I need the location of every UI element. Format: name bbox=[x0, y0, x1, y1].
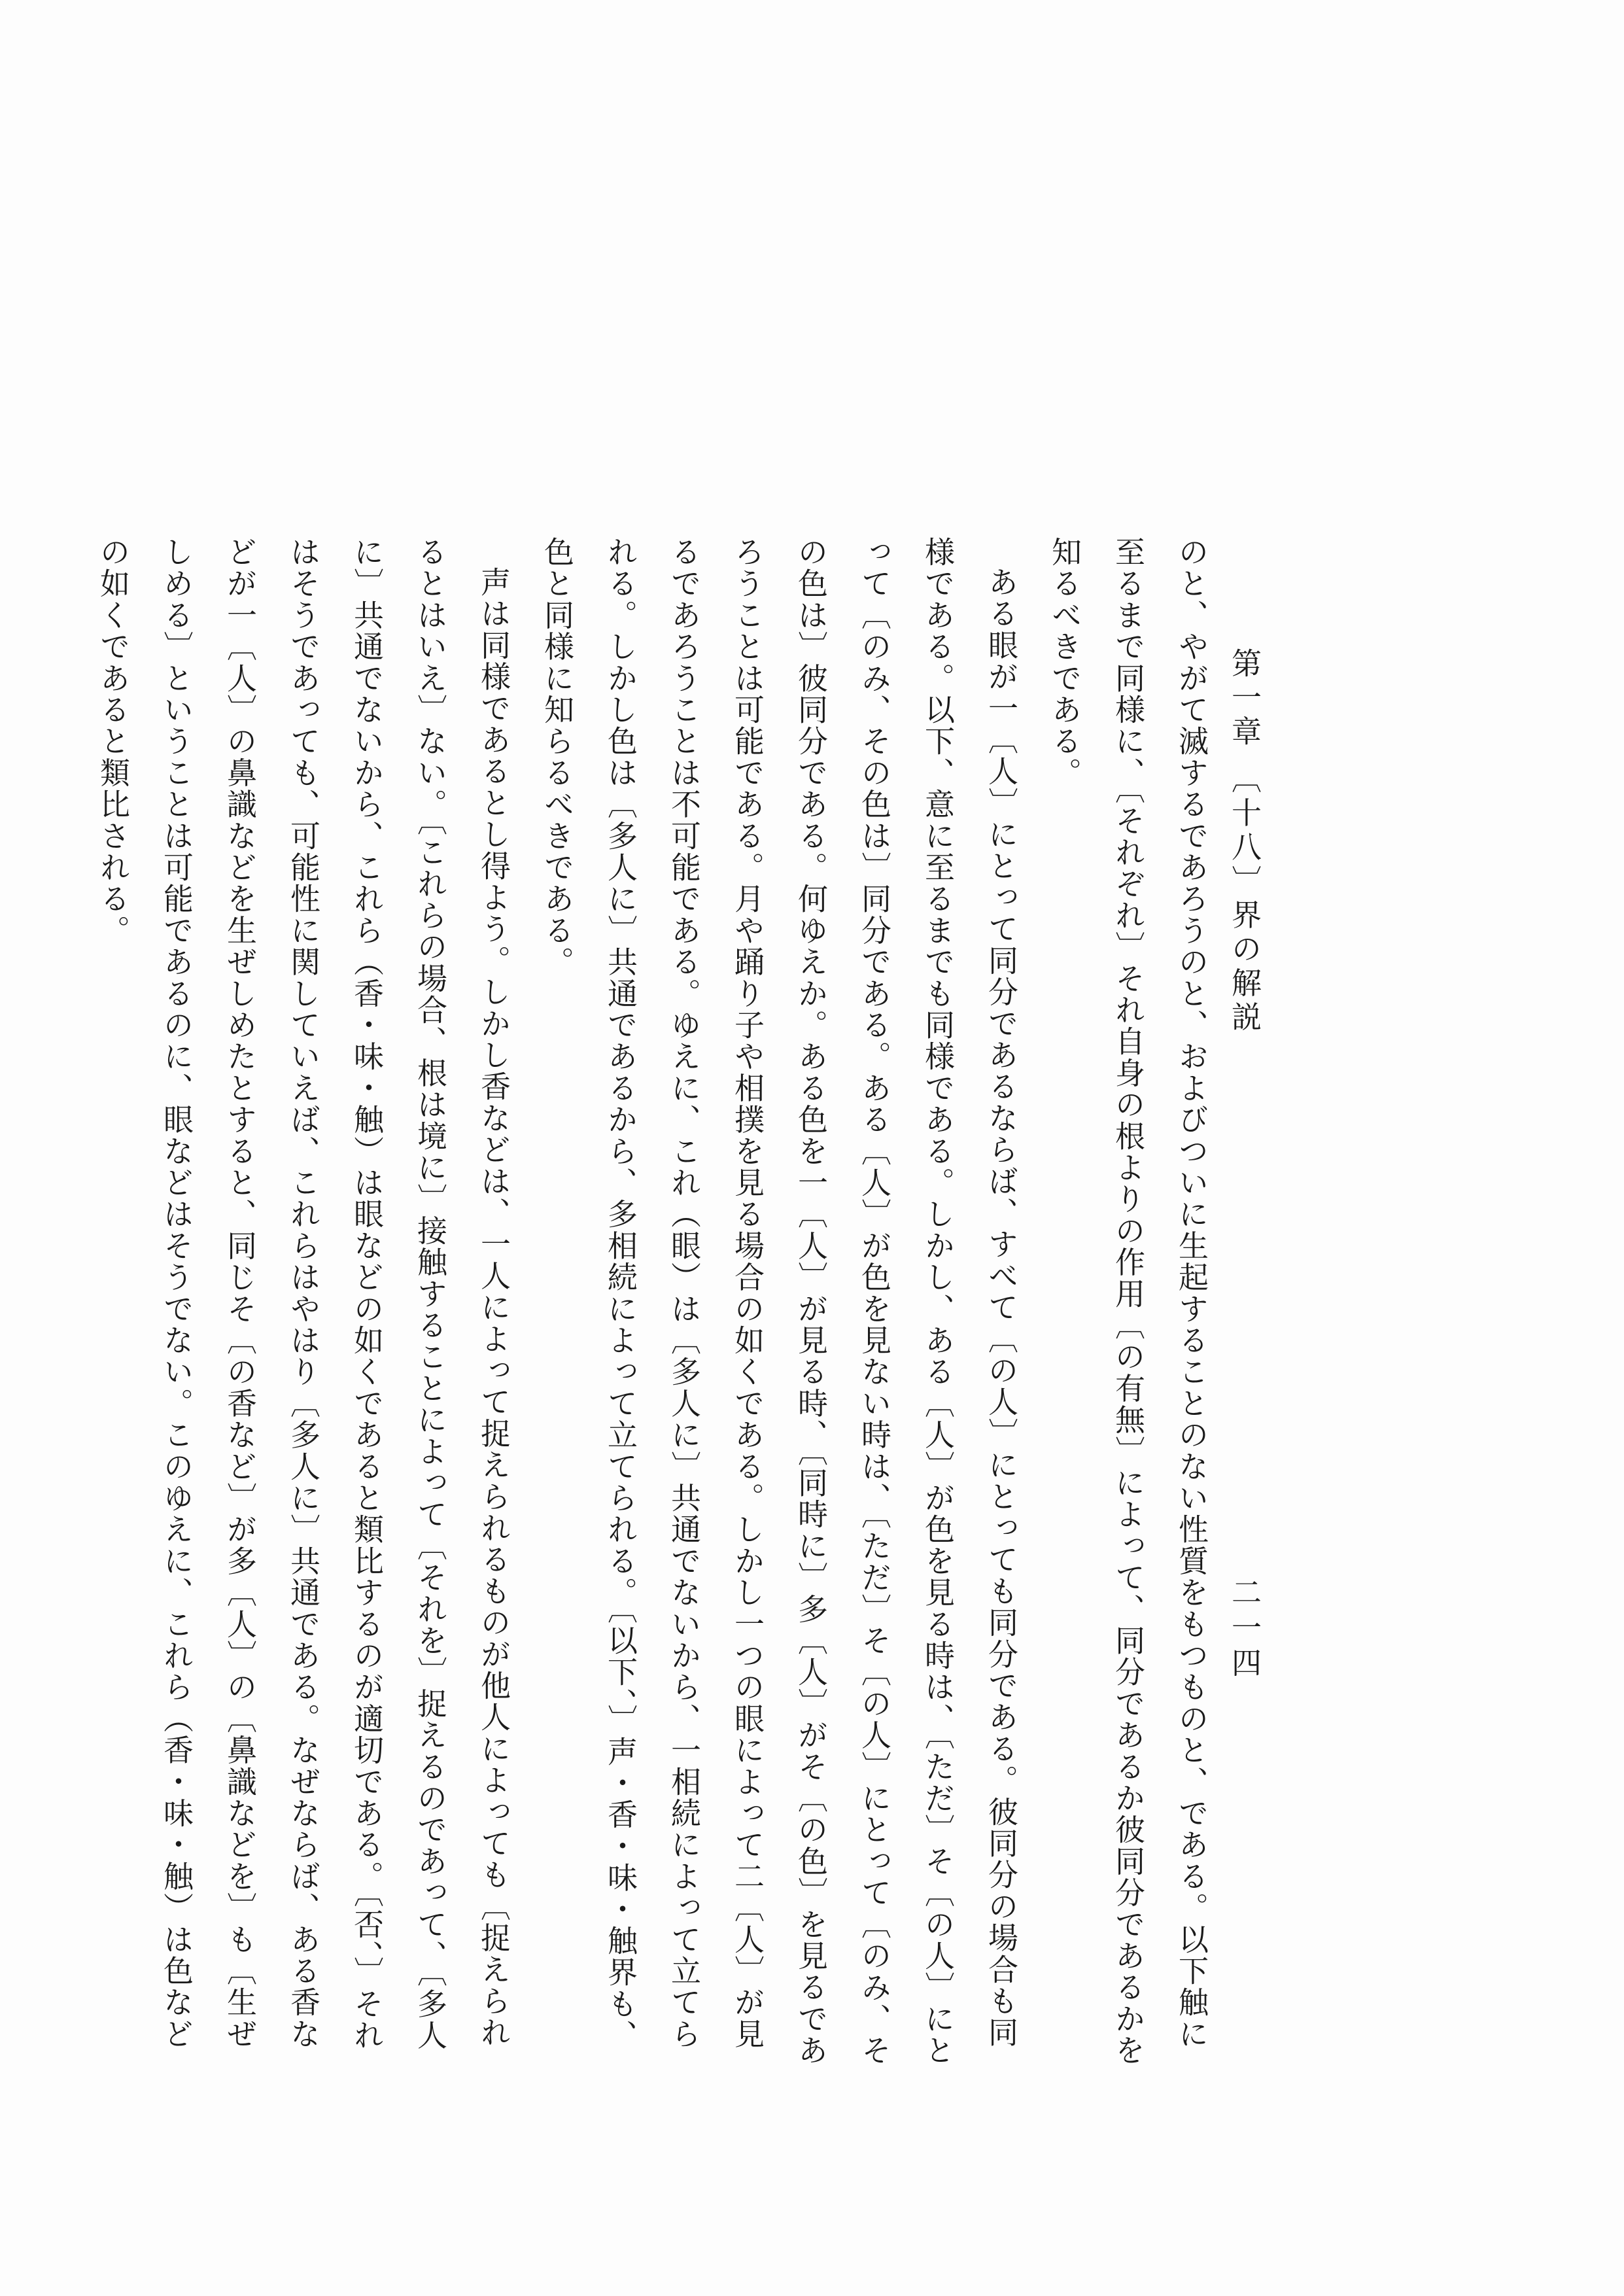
running-header-title: 第一章 〔十八〕界の解説 bbox=[1227, 648, 1262, 1035]
paragraph: ある眼が一〔人〕にとって同分であるならば、すべて〔の人〕にとっても同分である。彼同分の場合も同様である。以下、意に至るまでも同様である。しかし、ある〔人〕が色を見る時は、〔ただ〕そ〔の人〕にとって〔のみ、その色は〕同分である。ある〔人〕が色を見ない時は、〔ただ〕そ〔の人〕にとって〔のみ、その色は〕彼同分である。何ゆえか。ある色を一〔人〕が見る時、〔同時に〕多〔人〕がそ〔の色〕を見るであろうことは可能である。月や踊り子や相撲を見る場合の如くである。しかし一つの眼によって二〔人〕が見るであろうことは不可能である。ゆえに、これ（眼）は〔多人に〕共通でないから、一相続によって立てられる。しかし色は〔多人に〕共通であるから、多相続によって立てられる。〔以下、〕声・香・味・触界も、色と同様に知らるべきである。 bbox=[540, 536, 1019, 2066]
body-text bbox=[95, 536, 1223, 2067]
paragraph: のと、やがて滅するであろうのと、およびついに生起することのない性質をもつものと、である。以下触に至るまで同様に、〔それぞれ〕それ自身の根よりの作用〔の有無〕によって、同分であるか彼同分であるかを知るべきである。 bbox=[1047, 536, 1209, 2066]
paragraph: 声は同様であるとし得よう。しかし香などは、一人によって捉えられるものが他人によっても〔捉えられるとはいえ〕ない。〔これらの場合、根は境に〕接触することによって〔それを〕捉えるのであって、〔多人に〕共通でないから、これら（香・味・触）は眼などの如くであると類比するのが適切である。〔否、〕それはそうであっても、可能性に関していえば、これらはやはり〔多人に〕共通である。なぜならば、ある香などが一〔人〕の鼻識などを生ぜしめたとすると、同じそ〔の香など〕が多〔人〕の〔鼻識などを〕も〔生ぜしめる〕ということは可能であるのに、眼などはそうでない。このゆえに、これら（香・味・触）は色などの如くであると類比される。 bbox=[95, 536, 511, 2051]
page-number: 二一四 bbox=[1227, 1576, 1262, 1682]
